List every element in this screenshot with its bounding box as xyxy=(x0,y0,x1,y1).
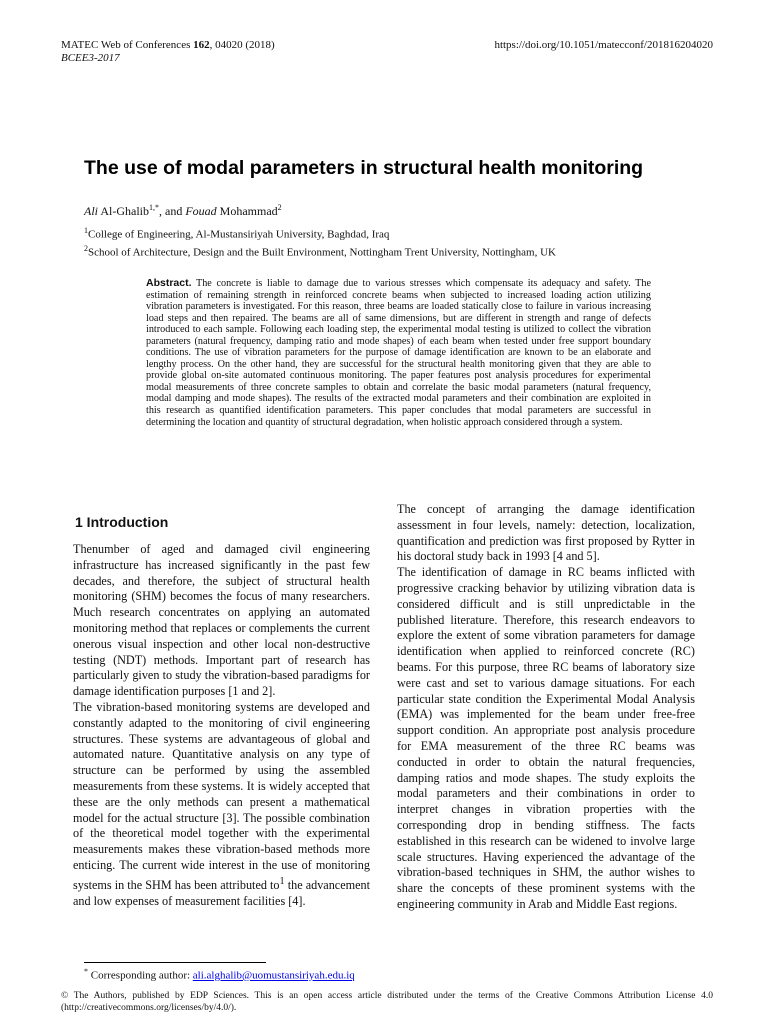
author-2-affiliation-mark: 2 xyxy=(277,203,282,212)
paragraph-text: the advancement and low expenses of measurement facilities [4]. xyxy=(73,877,370,908)
affiliation-1-mark: 1 xyxy=(84,226,88,235)
paper-title: The use of modal parameters in structural health monitoring xyxy=(84,157,644,179)
paragraph: The identification of damage in RC beams inflicted with progressive cracking behavior by utilizing vibration data is considered difficult and is still unpredictable in the published literature. Therefore, this research endeavors to explore the extent of some vibration parameters for damage identification when applied to reinforced concrete (RC) beams. For this purpose, three RC beams of laboratory size were cast and set to various damage situations. For each particular state condition the Experimental Modal Analysis (EMA) was implemented for the beam under free-free support condition. An appropriate post analysis procedure for EMA measurement of the three RC beams was conducted in order to obtain the natural frequencies, damping ratios and mode shapes. The study exploits the modal parameters and their combinations in order to interpret changes in vibration properties with the corresponding drop in bending stiffness. The facts established in this research can be widened to involve large scale structures. Having experienced the advantage of the vibration-based techniques in SHM, the author wishes to share the concepts of these prominent systems with the engineering community in Arab and Middle East regions. xyxy=(397,565,695,911)
footnote-label: Corresponding author: xyxy=(88,969,193,982)
footnote-mark: * xyxy=(84,967,88,976)
paragraph: Thenumber of aged and damaged civil engineering infrastructure has increased significantly in the past few decades, and therefore, the subject of structural health monitoring (SHM) becomes the focus of many researchers. Much research concentrates on applying an automated monitoring method that replaces or complements the current onerous visual inspection and other local non-destructive testing (NDT) methods. Important part of research has particularly given to study the vibration-based paradigms for damage identification purposes [1 and 2]. xyxy=(73,542,370,699)
author-2-given-name: Fouad xyxy=(185,204,217,218)
footnote xyxy=(84,965,355,983)
abstract-label: Abstract. xyxy=(146,277,192,289)
affiliation-1 xyxy=(84,224,556,242)
running-header-left xyxy=(61,39,275,65)
author-1-family-name: Al-Ghalib xyxy=(98,204,149,218)
author-1-affiliation-mark: 1,* xyxy=(149,203,159,212)
paragraph xyxy=(73,700,370,909)
footnote-reference: 1 xyxy=(279,875,285,887)
affiliations xyxy=(84,224,556,259)
abstract-text: The concrete is liable to damage due to various stresses which compensate its adequacy and safety. The estimation of remaining strength in reinforced concrete beams when subjected to increased loading action utilizing vibration parameters is investigated. For this reason, three beams are loaded statically close to failure in various increasing load steps and then repaired. The beams are all of same dimensions, but are different in strength and range of defects introduced to each sample. Following each loading step, the experimental modal testing is utilized to collect the vibration parameters (natural frequency, damping ratio and mode shapes) of each beam when tested under free support boundary conditions. The use of vibration parameters for the purpose of damage identification are known to be an elaborate and lengthy process. On the other hand, they are successful for the structural health monitoring given that they are able to provide global on-site automated continuous monitoring. The paper features post analysis procedures for experimental modal measurements of three concrete samples to obtain and correlate the basic modal parameters (natural frequency, modal damping and mode shapes). The results of the extracted modal parameters and their combination are exploited in this research as quantified identification parameters. This paper concludes that modal parameters are successful in determining the location and quantity of structural degradation, when holistic approach considered through a system. xyxy=(146,278,651,428)
conference-name: BCEE3-2017 xyxy=(61,52,120,64)
author-2-family-name: Mohammad xyxy=(216,204,278,218)
author-1-given-name: Ali xyxy=(84,204,98,218)
license-statement: © The Authors, published by EDP Sciences. This is an open access article distributed under the terms of the Creative Commons Attribution License 4.0 (http://creativecommons.org/licenses/by/4.0/). xyxy=(61,991,713,1013)
affiliation-2-text: School of Architecture, Design and the Built Environment, Nottingham Trent University, Nottingham, UK xyxy=(88,246,556,259)
abstract xyxy=(146,278,651,428)
paragraph: The concept of arranging the damage identification assessment in four levels, namely: detection, localization, quantification and prediction was first proposed by Rytter in his doctoral study back in 1993 [4 and 5]. xyxy=(397,502,695,564)
body-column-right xyxy=(397,502,695,913)
affiliation-2-mark: 2 xyxy=(84,243,88,253)
article-number: , 04020 (2018) xyxy=(209,39,275,51)
affiliation-2 xyxy=(84,242,556,260)
author-connector: , and xyxy=(159,204,186,218)
paragraph-text: The vibration-based monitoring systems are developed and constantly adapted to the monitoring of civil engineering structures. These systems are advantageous of global and automated nature. Quantitative analysis on any type of structure can be performed by using the assembled measurements from these systems. It is widely accepted that these are the only methods can present a mathematical model for the actual structure [3]. The possible combination of the theoretical model together with the experimental measurements makes these vibration-based methods more enticing. The current wide interest in the use of monitoring systems in the SHM has been attributed to xyxy=(73,699,370,892)
footnote-divider xyxy=(84,962,266,963)
journal-name: MATEC Web of Conferences xyxy=(61,39,191,51)
doi-link[interactable]: https://doi.org/10.1051/matecconf/201816204020 xyxy=(494,39,713,51)
author-list xyxy=(84,201,282,218)
affiliation-1-text: College of Engineering, Al-Mustansiriyah University, Baghdad, Iraq xyxy=(88,228,390,241)
journal-citation xyxy=(61,39,275,52)
journal-volume: 162 xyxy=(193,39,210,51)
corresponding-author-email-link[interactable]: ali.alghalib@uomustansiriyah.edu.iq xyxy=(192,969,355,982)
body-column-left xyxy=(73,542,370,909)
section-heading-introduction: 1 Introduction xyxy=(75,514,169,530)
